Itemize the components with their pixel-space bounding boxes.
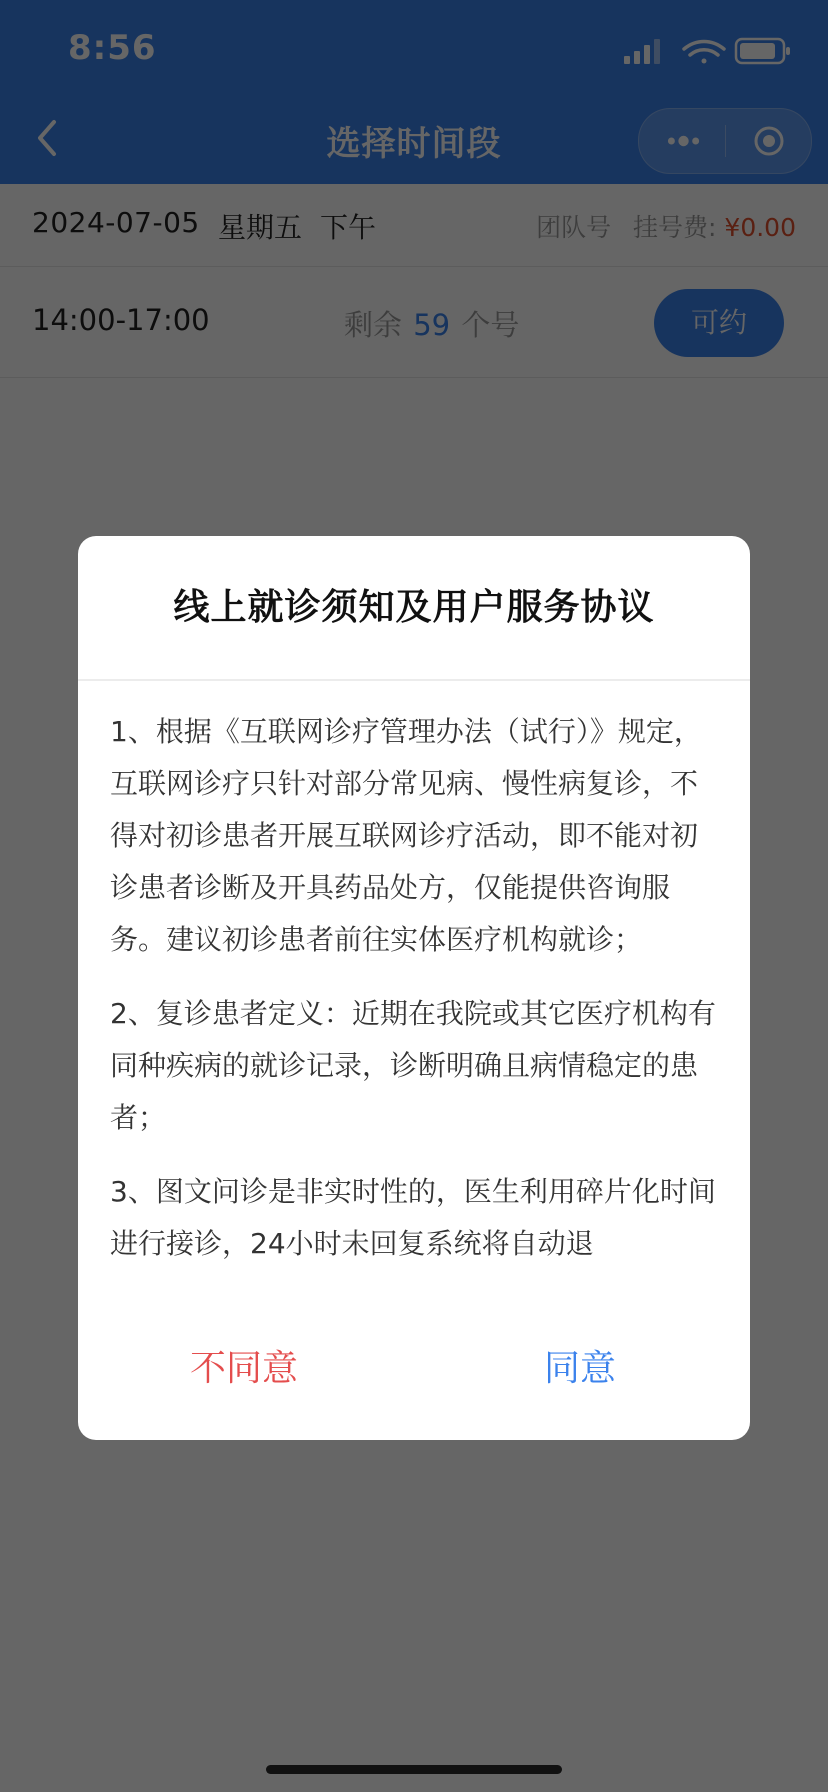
- agreement-paragraph-1: 1、根据《互联网诊疗管理办法（试行）》规定，互联网诊疗只针对部分常见病、慢性病复诊，不得对初诊患者开展互联网诊疗活动，即不能对初诊患者诊断及开具药品处方，仅能提供咨询服务。建议初诊患者前往实体医疗机构就诊；: [110, 715, 702, 956]
- agreement-modal: [78, 536, 750, 1440]
- disagree-button[interactable]: 不同意: [190, 1348, 299, 1389]
- modal-actions: [78, 1340, 750, 1400]
- agreement-paragraph-2: 2、复诊患者定义：近期在我院或其它医疗机构有同种疾病的就诊记录，诊断明确且病情稳定的患者；: [110, 997, 716, 1134]
- home-indicator: [266, 1765, 562, 1774]
- agreement-paragraph-3: 3、图文问诊是非实时性的，医生利用碎片化时间进行接诊，24小时未回复系统将自动退: [110, 1175, 716, 1260]
- modal-title: 线上就诊须知及用户服务协议: [78, 536, 750, 681]
- agree-button[interactable]: 同意: [544, 1348, 617, 1389]
- modal-body[interactable]: [110, 706, 718, 1294]
